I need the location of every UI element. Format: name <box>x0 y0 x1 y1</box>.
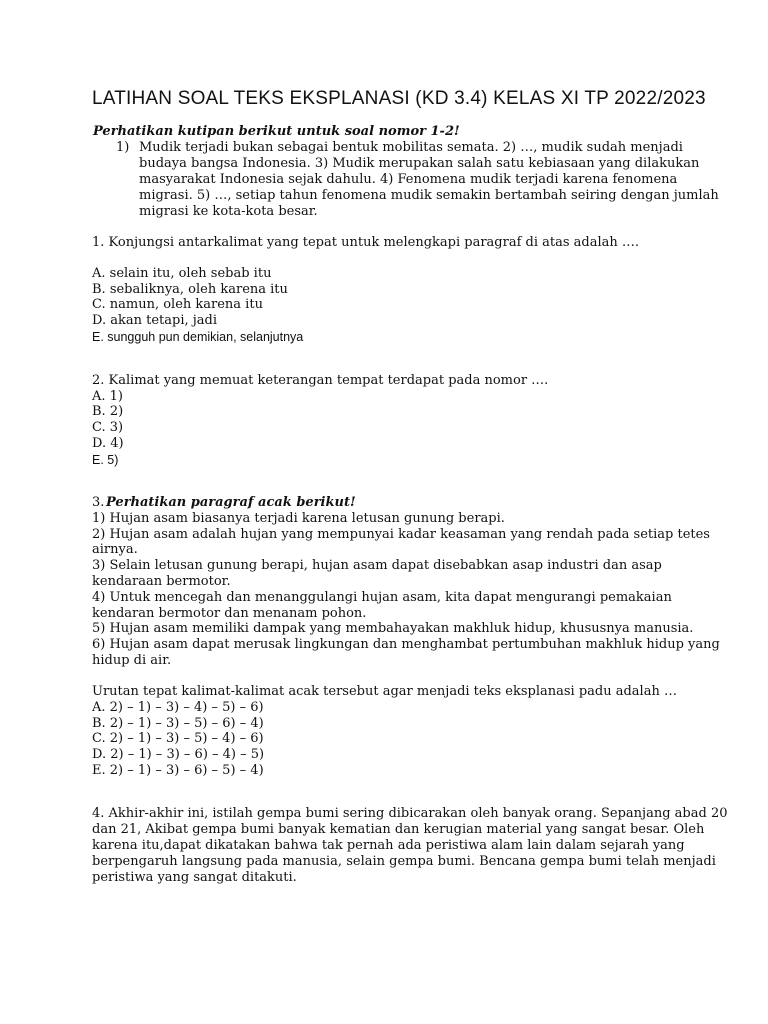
q3-sentence-line: 2) Hujan asam adalah hujan yang mempunyai kadar keasaman yang rendah pada setiap tetes <box>92 527 710 542</box>
q3-option-a: A. 2) – 1) – 3) – 4) – 5) – 6) <box>92 700 264 715</box>
q4-text-line: 4. Akhir-akhir ini, istilah gempa bumi sering dibicarakan oleh banyak orang. Sepanjang abad 20 <box>92 806 728 821</box>
q4-text-line: karena itu,dapat dikatakan bahwa tak pernah ada peristiwa alam lain dalam sejarah yang <box>92 838 685 853</box>
q3-sentence-line: 3) Selain letusan gunung berapi, hujan asam dapat disebabkan asap industri dan asap <box>92 558 662 573</box>
q3-option-d: D. 2) – 1) – 3) – 6) – 4) – 5) <box>92 747 265 762</box>
q3-sentence-line: kendaraan bermotor. <box>92 574 231 589</box>
q3-heading: Perhatikan paragraf acak berikut! <box>106 495 356 510</box>
intro-heading: Perhatikan kutipan berikut untuk soal nomor 1-2! <box>93 124 460 139</box>
intro-paragraph-line: budaya bangsa Indonesia. 3) Mudik merupakan salah satu kebiasaan yang dilakukan <box>139 156 700 171</box>
q2-option-d: D. 4) <box>92 436 124 451</box>
intro-paragraph-line: masyarakat Indonesia sejak dahulu. 4) Fenomena mudik terjadi karena fenomena <box>139 172 678 187</box>
q1-option-b: B. sebaliknya, oleh karena itu <box>92 282 288 297</box>
q3-question: Urutan tepat kalimat-kalimat acak tersebut agar menjadi teks eksplanasi padu adalah … <box>92 684 677 699</box>
intro-paragraph-line: migrasi ke kota-kota besar. <box>139 204 318 219</box>
q2-option-e: E. 5) <box>92 453 119 467</box>
q2-option-c: C. 3) <box>92 420 124 435</box>
q3-sentence-line: 5) Hujan asam memiliki dampak yang membahayakan makhluk hidup, khususnya manusia. <box>92 621 694 636</box>
q2-option-a: A. 1) <box>92 389 123 404</box>
intro-paragraph-line: migrasi. 5) …, setiap tahun fenomena mudik semakin bertambah seiring dengan jumlah <box>139 188 719 203</box>
page-title: LATIHAN SOAL TEKS EKSPLANASI (KD 3.4) KELAS XI TP 2022/2023 <box>92 88 706 109</box>
q4-text-line: peristiwa yang sangat ditakuti. <box>92 870 297 885</box>
q3-sentence-line: airnya. <box>92 542 138 557</box>
q1-option-d: D. akan tetapi, jadi <box>92 313 218 328</box>
q3-option-e: E. 2) – 1) – 3) – 6) – 5) – 4) <box>92 763 264 778</box>
q3-option-b: B. 2) – 1) – 3) – 5) – 6) – 4) <box>92 716 264 731</box>
intro-paragraph-line: Mudik terjadi bukan sebagai bentuk mobilitas semata. 2) …, mudik sudah menjadi <box>139 140 683 155</box>
q1-option-a: A. selain itu, oleh sebab itu <box>92 266 272 281</box>
q4-text-line: berpengaruh langsung pada manusia, selain gempa bumi. Bencana gempa bumi telah menjadi <box>92 854 716 869</box>
q4-text-line: dan 21, Akibat gempa bumi banyak kematian dan kerugian material yang sangat besar. Oleh <box>92 822 705 837</box>
q3-sentence-line: 1) Hujan asam biasanya terjadi karena letusan gunung berapi. <box>92 511 505 526</box>
q1-question: 1. Konjungsi antarkalimat yang tepat untuk melengkapi paragraf di atas adalah …. <box>92 235 640 250</box>
q2-question: 2. Kalimat yang memuat keterangan tempat terdapat pada nomor …. <box>92 373 549 388</box>
q3-sentence-line: kendaran bermotor dan menanam pohon. <box>92 606 367 621</box>
q2-option-b: B. 2) <box>92 404 124 419</box>
q1-option-e: E. sungguh pun demikian, selanjutnya <box>92 330 304 344</box>
q3-sentence-line: 4) Untuk mencegah dan menanggulangi hujan asam, kita dapat mengurangi pemakaian <box>92 590 672 605</box>
q3-sentence-line: 6) Hujan asam dapat merusak lingkungan dan menghambat pertumbuhan makhluk hidup yang <box>92 637 720 652</box>
intro-number: 1) <box>116 140 130 155</box>
q3-sentence-line: hidup di air. <box>92 653 172 668</box>
q3-option-c: C. 2) – 1) – 3) – 5) – 4) – 6) <box>92 731 264 746</box>
q1-option-c: C. namun, oleh karena itu <box>92 297 263 312</box>
q3-number: 3. <box>92 495 105 510</box>
